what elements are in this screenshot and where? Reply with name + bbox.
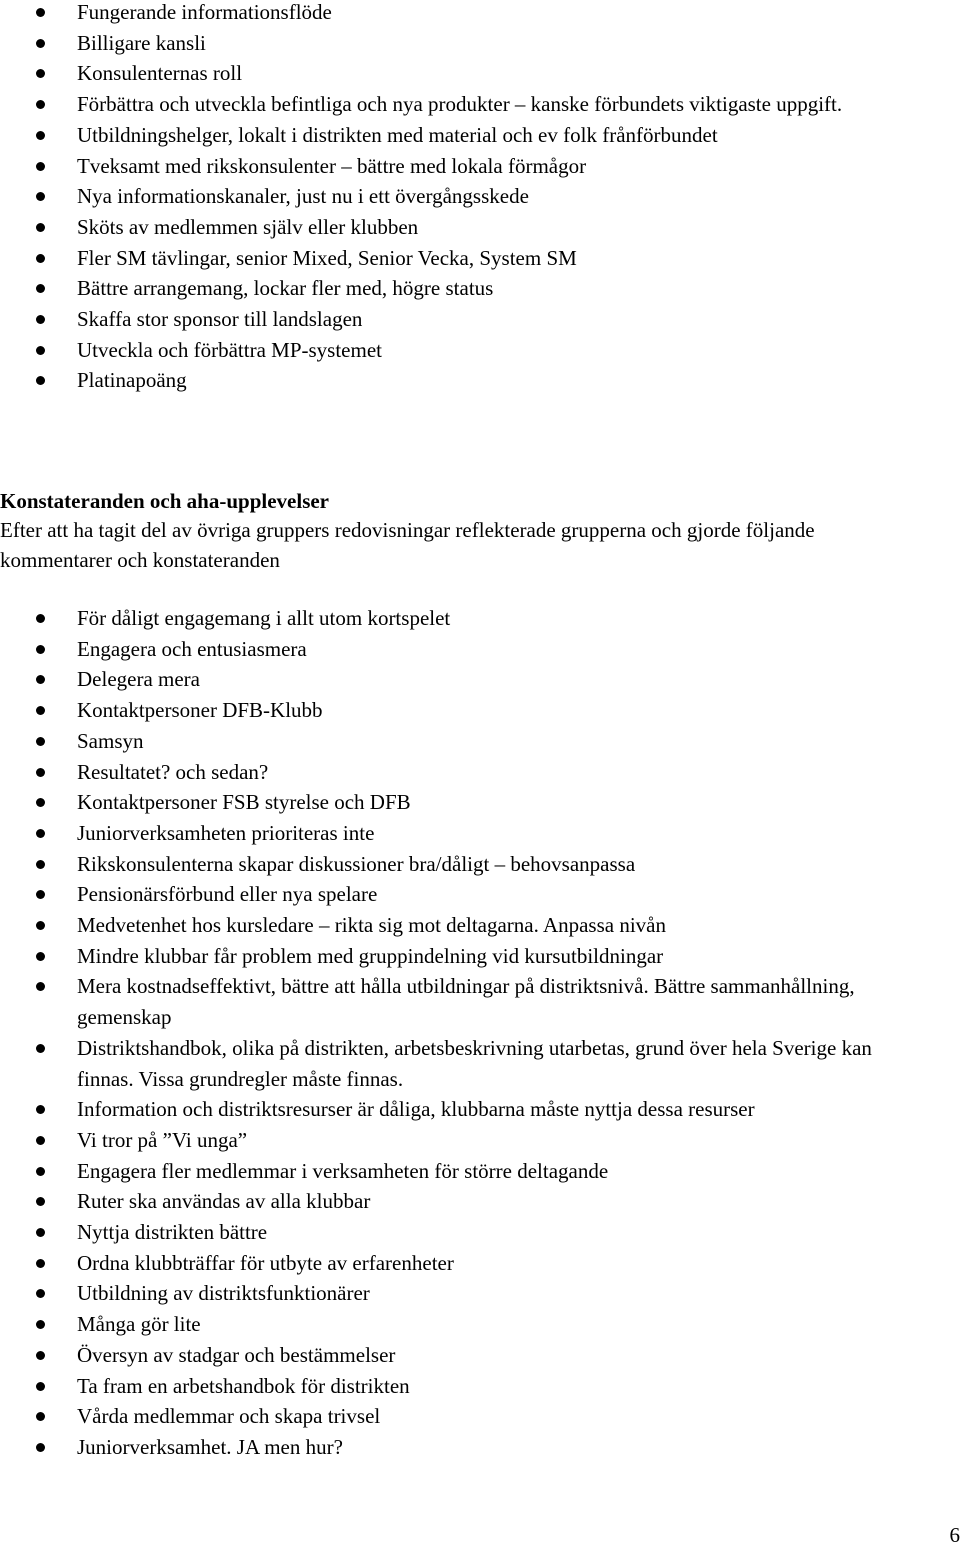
- bullet-icon: [36, 952, 45, 961]
- bullet-icon: [36, 192, 45, 201]
- list-item-text: Nya informationskanaler, just nu i ett övergångsskede: [77, 184, 529, 209]
- list-item-text: Sköts av medlemmen själv eller klubben: [77, 214, 419, 239]
- list-item-text: Fler SM tävlingar, senior Mixed, Senior Vecka, System SM: [77, 245, 577, 270]
- list-item-text: Distriktshandbok, olika på distrikten, arbetsbeskrivning utarbetas, grund över hela Sverige kan finnas. Vissa grundregler måste finnas.: [77, 1035, 872, 1091]
- bullet-icon: [36, 100, 45, 109]
- list-item-text: Utveckla och förbättra MP-systemet: [77, 337, 382, 362]
- list-item-text: Kontaktpersoner FSB styrelse och DFB: [77, 790, 411, 815]
- list-item-text: Rikskonsulenterna skapar diskussioner bra/dåligt – behovsanpassa: [77, 851, 636, 876]
- bullet-icon: [36, 223, 45, 232]
- list-item-text: Resultatet? och sedan?: [77, 759, 269, 784]
- list-item-text: Tveksamt med rikskonsulenter – bättre med lokala förmågor: [77, 153, 587, 178]
- list-item: [0, 879, 960, 910]
- bullet-icon: [36, 982, 45, 991]
- bullet-icon: [36, 829, 45, 838]
- list-item: [0, 1340, 960, 1371]
- list-item-text: Översyn av stadgar och bestämmelser: [77, 1342, 396, 1367]
- list-item-text: Nyttja distrikten bättre: [77, 1220, 268, 1245]
- bullet-icon: [36, 1228, 45, 1237]
- bullet-icon: [36, 890, 45, 899]
- bullet-icon: [36, 284, 45, 293]
- section-intro: Efter att ha tagit del av övriga gruppers redovisningar reflekterade grupperna och gjorde följande kommentarer och konstateranden: [0, 518, 815, 572]
- list-item: [0, 971, 960, 1032]
- list-item: [0, 1156, 960, 1187]
- bullet-icon: [36, 69, 45, 78]
- list-item: [0, 664, 960, 695]
- list-item: [0, 695, 960, 726]
- list-item-text: Platinapoäng: [77, 368, 187, 393]
- list-item-text: Mindre klubbar får problem med gruppindelning vid kursutbildningar: [77, 943, 664, 968]
- list-item: [0, 1033, 960, 1094]
- list-item: [0, 365, 960, 396]
- list-item: [0, 28, 960, 59]
- bullet-icon: [36, 131, 45, 140]
- bullet-icon: [36, 675, 45, 684]
- list-item: [0, 1125, 960, 1156]
- bullet-icon: [36, 645, 45, 654]
- list-item-text: Engagera fler medlemmar i verksamheten för större deltagande: [77, 1158, 609, 1183]
- bullet-icon: [36, 921, 45, 930]
- list-item: [0, 335, 960, 366]
- bullet-icon: [36, 1351, 45, 1360]
- list-item: [0, 181, 960, 212]
- list-item: [0, 151, 960, 182]
- list-item: [0, 304, 960, 335]
- list-item: [0, 120, 960, 151]
- list-item: [0, 212, 960, 243]
- list-item-text: Samsyn: [77, 728, 144, 753]
- bullet-list-bottom: [0, 603, 960, 1463]
- list-item: [0, 243, 960, 274]
- list-item: [0, 1309, 960, 1340]
- list-item-text: Medvetenhet hos kursledare – rikta sig mot deltagarna. Anpassa nivån: [77, 913, 667, 938]
- list-item-text: Pensionärsförbund eller nya spelare: [77, 882, 378, 907]
- bullet-icon: [36, 706, 45, 715]
- list-item: [0, 818, 960, 849]
- bullet-icon: [36, 614, 45, 623]
- bullet-icon: [36, 1167, 45, 1176]
- bullet-icon: [36, 768, 45, 777]
- bullet-icon: [36, 1259, 45, 1268]
- bullet-icon: [36, 1443, 45, 1452]
- list-item: [0, 1432, 960, 1463]
- list-item: [0, 273, 960, 304]
- bullet-icon: [36, 1382, 45, 1391]
- list-item-text: Billigare kansli: [77, 30, 206, 55]
- list-item-text: Kontaktpersoner DFB-Klubb: [77, 698, 323, 723]
- list-item-text: Utbildning av distriktsfunktionärer: [77, 1281, 370, 1306]
- list-item: [0, 849, 960, 880]
- bullet-icon: [36, 1320, 45, 1329]
- bullet-icon: [36, 798, 45, 807]
- bullet-icon: [36, 39, 45, 48]
- list-item-text: För dåligt engagemang i allt utom kortspelet: [77, 606, 451, 630]
- list-item-text: Ta fram en arbetshandbok för distrikten: [77, 1373, 410, 1398]
- list-item: [0, 757, 960, 788]
- bullet-icon: [36, 1105, 45, 1114]
- list-item: [0, 1186, 960, 1217]
- bullet-list-top: [0, 0, 960, 396]
- list-item: [0, 634, 960, 665]
- list-item: [0, 58, 960, 89]
- list-item: [0, 1371, 960, 1402]
- list-item: [0, 1094, 960, 1125]
- bullet-icon: [36, 8, 45, 17]
- list-item-text: Många gör lite: [77, 1312, 201, 1337]
- list-item-text: Vårda medlemmar och skapa trivsel: [77, 1404, 381, 1429]
- list-item-text: Engagera och entusiasmera: [77, 636, 307, 661]
- list-item-text: Skaffa stor sponsor till landslagen: [77, 307, 363, 332]
- bullet-icon: [36, 376, 45, 385]
- page-number: 6: [949, 1523, 960, 1547]
- bullet-icon: [36, 346, 45, 355]
- bullet-icon: [36, 254, 45, 263]
- list-item-text: Delegera mera: [77, 667, 200, 692]
- list-item-text: Utbildningshelger, lokalt i distrikten med material och ev folk frånförbundet: [77, 122, 718, 147]
- bullet-icon: [36, 860, 45, 869]
- list-item-text: Information och distriktsresurser är dåliga, klubbarna måste nyttja dessa resurser: [77, 1097, 755, 1122]
- list-item: [0, 910, 960, 941]
- list-item: [0, 726, 960, 757]
- list-item: [0, 1248, 960, 1279]
- bullet-icon: [36, 1412, 45, 1421]
- bullet-icon: [36, 1044, 45, 1053]
- section-heading: Konstateranden och aha-upplevelser: [0, 489, 330, 513]
- list-item-text: Ordna klubbträffar för utbyte av erfarenheter: [77, 1250, 454, 1275]
- bullet-icon: [36, 737, 45, 746]
- bullet-icon: [36, 1197, 45, 1206]
- list-item-text: Vi tror på ”Vi unga”: [77, 1127, 248, 1152]
- list-item: [0, 941, 960, 972]
- list-item-text: Juniorverksamhet. JA men hur?: [77, 1434, 343, 1459]
- bullet-icon: [36, 1289, 45, 1298]
- list-item: [0, 1401, 960, 1432]
- bullet-icon: [36, 1136, 45, 1145]
- list-item: [0, 603, 960, 634]
- list-item-text: Mera kostnadseffektivt, bättre att hålla utbildningar på distriktsnivå. Bättre sammanhållning, gemenskap: [77, 974, 855, 1030]
- list-item: [0, 89, 960, 120]
- list-item-text: Bättre arrangemang, lockar fler med, högre status: [77, 276, 494, 301]
- list-item-text: Förbättra och utveckla befintliga och nya produkter – kanske förbundets viktigaste uppgift.: [77, 92, 843, 117]
- list-item-text: Fungerande informationsflöde: [77, 0, 332, 24]
- list-item: [0, 787, 960, 818]
- bullet-icon: [36, 162, 45, 171]
- list-item-text: Ruter ska användas av alla klubbar: [77, 1189, 371, 1214]
- list-item: [0, 1278, 960, 1309]
- list-item: [0, 1217, 960, 1248]
- list-item-text: Konsulenternas roll: [77, 61, 243, 86]
- bullet-icon: [36, 315, 45, 324]
- list-item-text: Juniorverksamheten prioriteras inte: [77, 820, 375, 845]
- list-item: [0, 0, 960, 28]
